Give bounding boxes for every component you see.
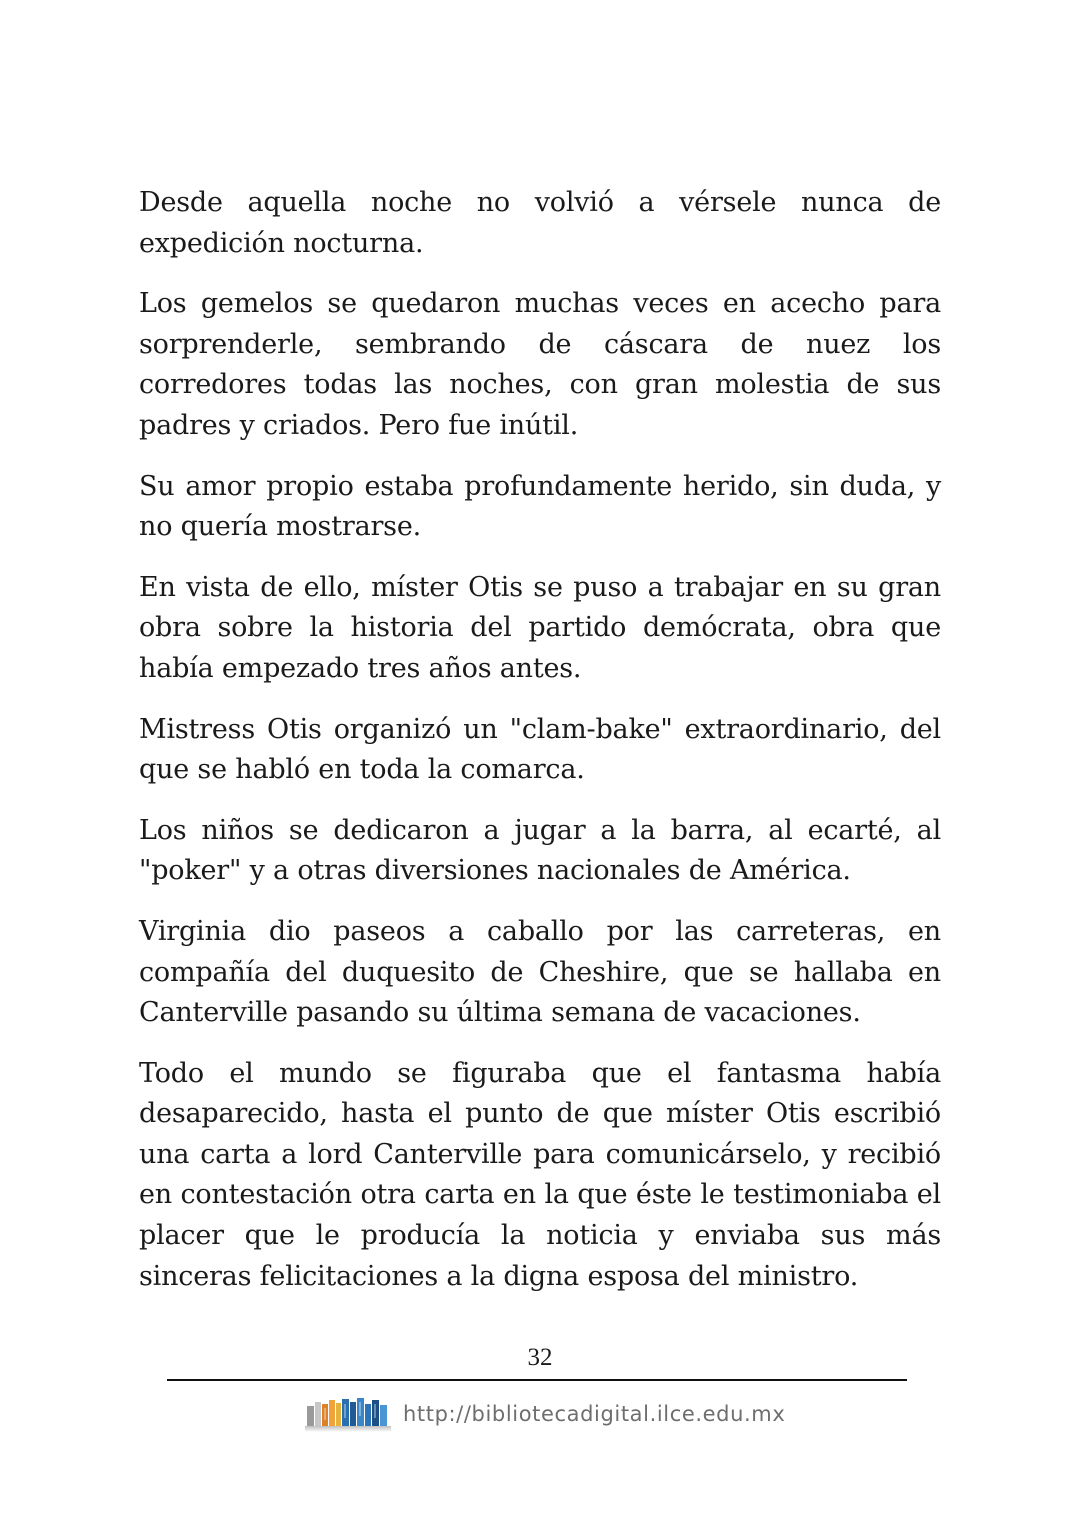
paragraph: Todo el mundo se figuraba que el fantasma había desaparecido, hasta el punto de que míster Otis escribió una carta a lord Canterville para comunicárselo, y recibió en contestación otra carta en la que éste le testimoniaba el placer que le producía la noticia y enviaba sus más sinceras felicitaciones a la digna esposa del ministro. [139, 1057, 941, 1292]
footer-brand [305, 1394, 785, 1434]
paragraph: Los gemelos se quedaron muchas veces en acecho para sorprenderle, sembrando de cáscara de nuez los corredores todas las noches, con gran molestia de sus padres y criados. Pero fue inútil. [139, 288, 941, 441]
page-number: 32 [527, 1344, 553, 1371]
paragraph: Desde aquella noche no volvió a vérsele nunca de expedición nocturna. [139, 187, 941, 259]
paragraph: En vista de ello, míster Otis se puso a trabajar en su gran obra sobre la historia del partido demócrata, obra que había empezado tres años antes. [139, 571, 941, 684]
paragraph: Los niños se dedicaron a jugar a la barra, al ecarté, al "poker" y a otras diversiones nacionales de América. [139, 814, 941, 887]
paragraph: Su amor propio estaba profundamente herido, sin duda, y no quería mostrarse. [139, 470, 941, 543]
paragraph: Mistress Otis organizó un "clam-bake" extraordinario, del que se habló en toda la comarca. [139, 713, 941, 786]
footer-divider [167, 1379, 907, 1381]
books-logo-icon [305, 1396, 391, 1432]
footer-url: http://bibliotecadigital.ilce.edu.mx [403, 1402, 786, 1426]
paragraph: Virginia dio paseos a caballo por las carreteras, en compañía del duquesito de Cheshire, que se hallaba en Canterville pasando su última semana de vacaciones. [139, 915, 941, 1029]
page-body [139, 183, 941, 1317]
